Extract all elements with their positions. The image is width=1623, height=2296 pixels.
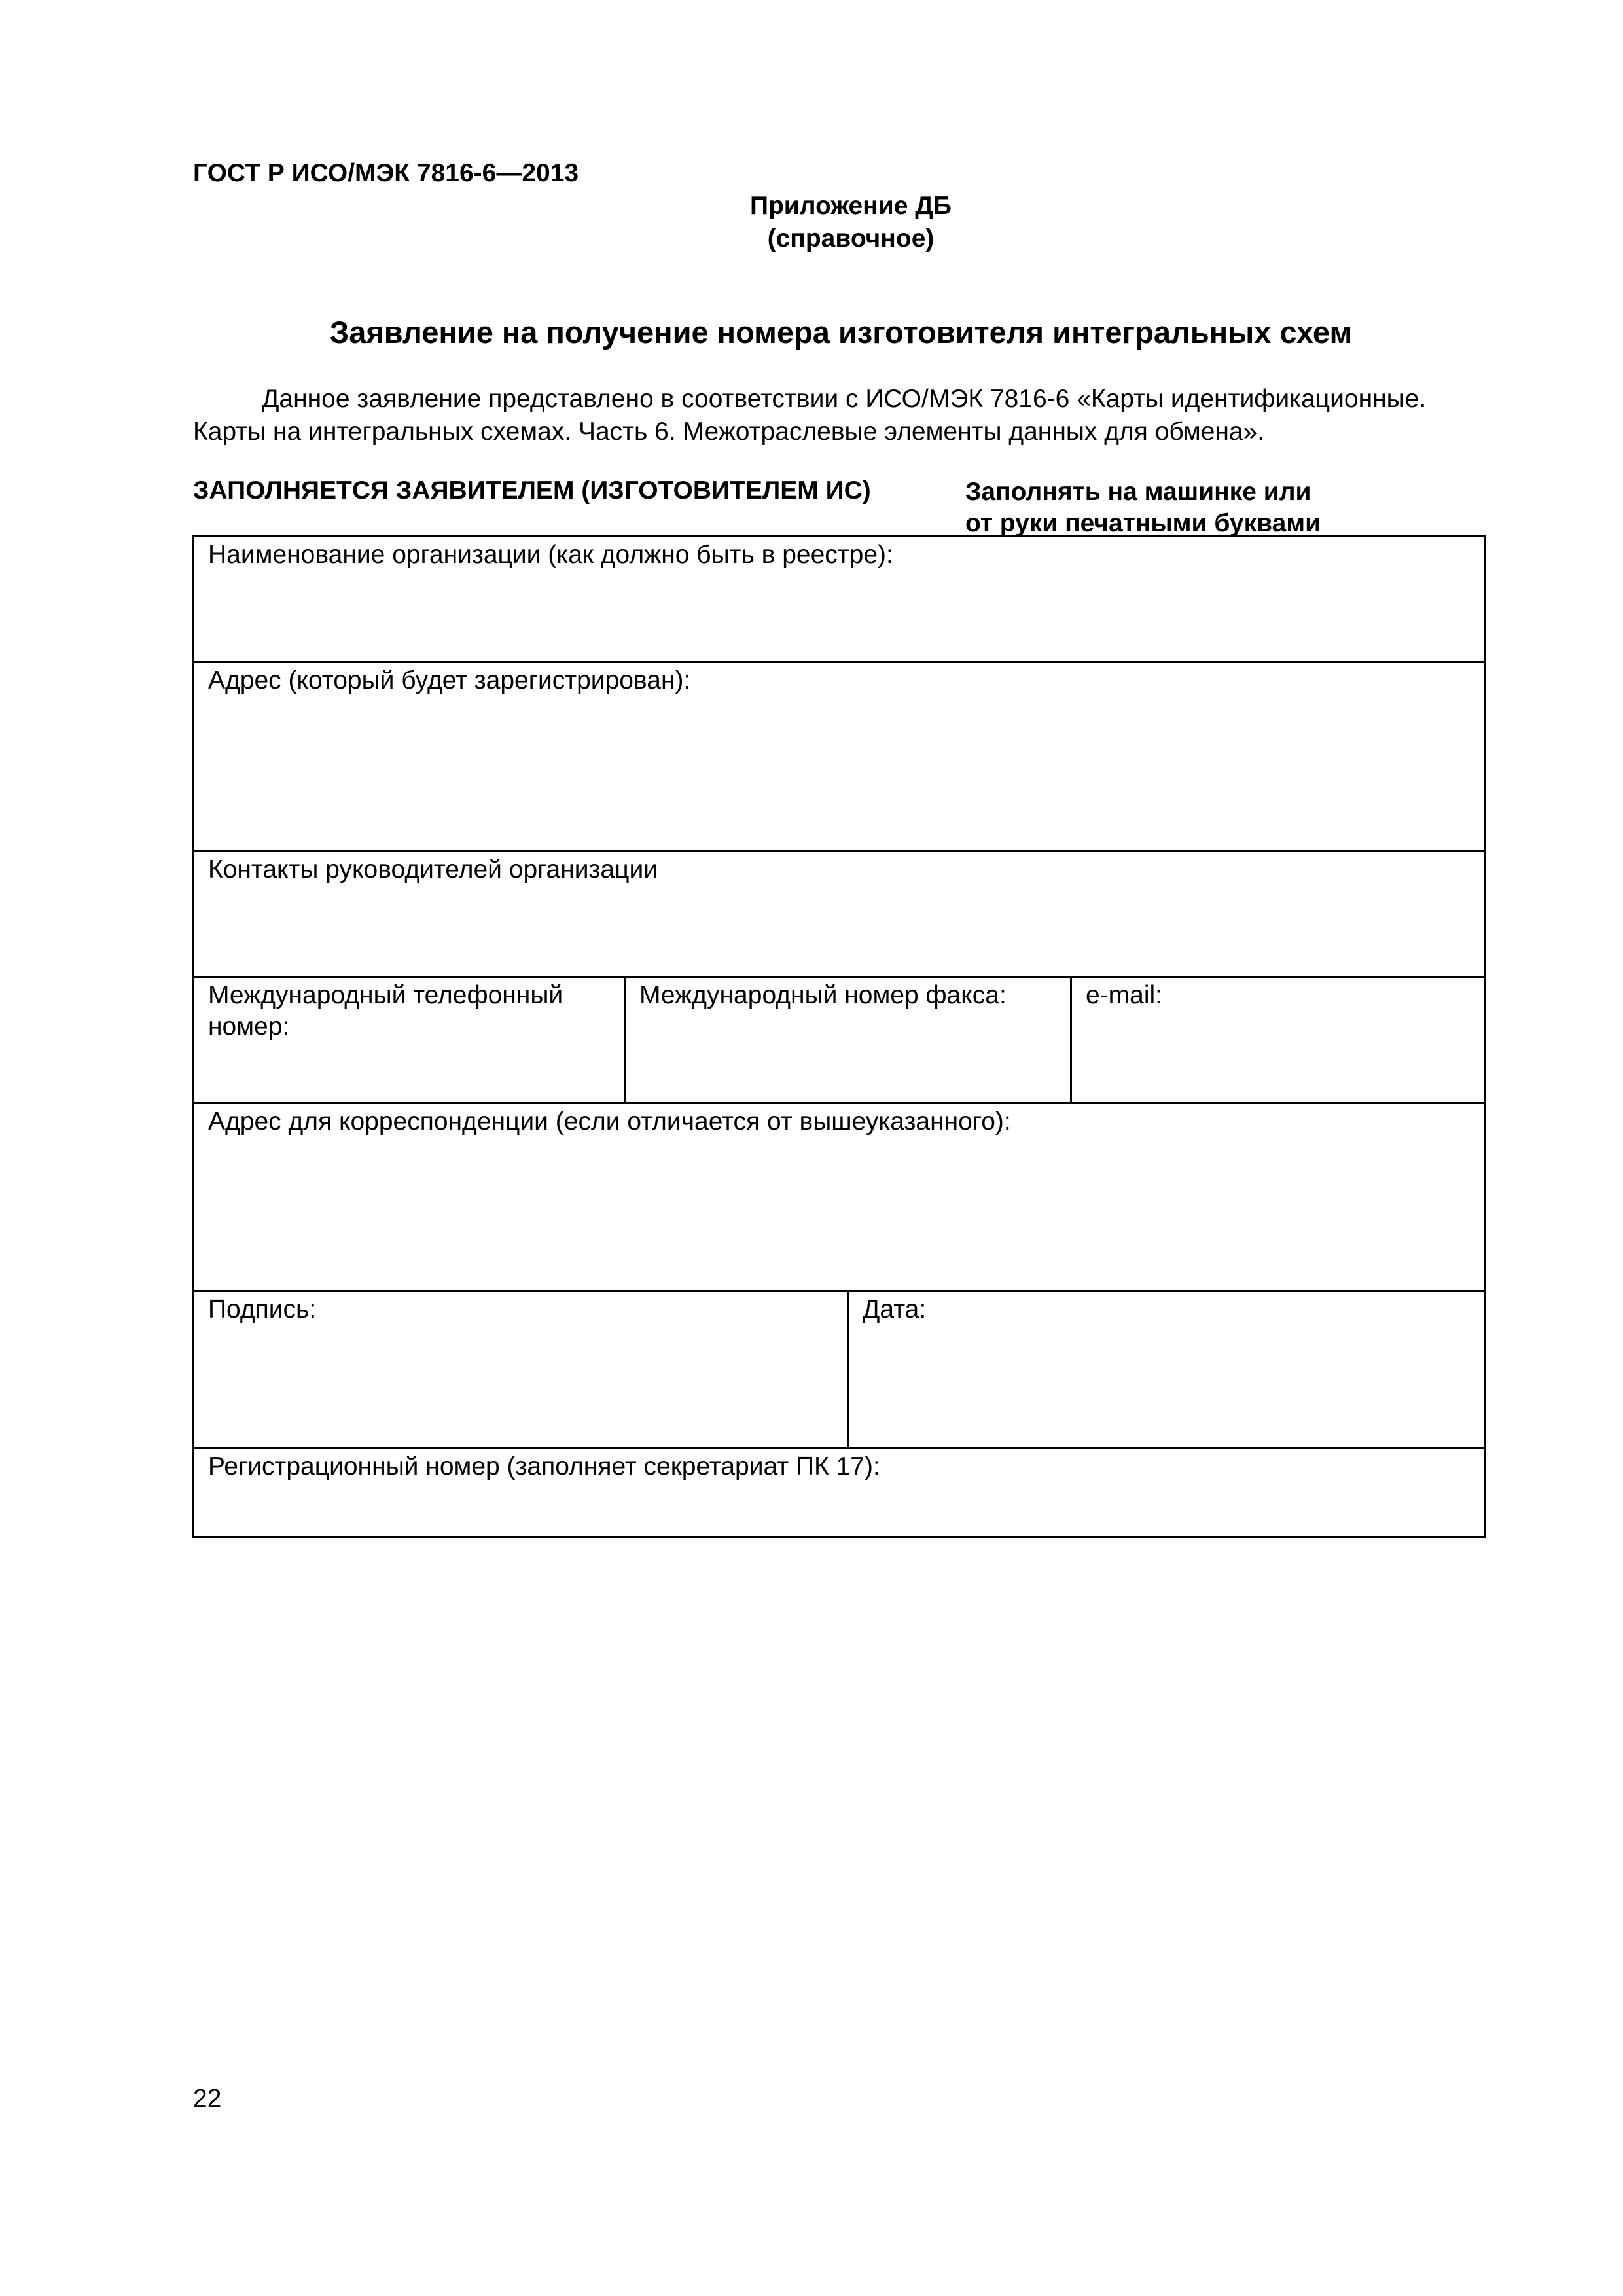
fill-instruction-line-1: Заполнять на машинке или — [965, 478, 1311, 506]
filled-by-label: ЗАПОЛНЯЕТСЯ ЗАЯВИТЕЛЕМ (ИЗГОТОВИТЕЛЕМ ИС) — [193, 476, 871, 505]
form-divider — [1070, 976, 1072, 1104]
date-label: Дата: — [863, 1295, 927, 1323]
fill-instruction-line-2: от руки печатными буквами — [965, 509, 1321, 537]
org-name-label: Наименование организации (как должно быть в реестре): — [208, 541, 893, 569]
fax-label: Международный номер факса: — [639, 981, 1007, 1009]
contacts-label: Контакты руководителей организации — [208, 855, 658, 884]
intro-line-2: Карты на интегральных схемах. Часть 6. Межотраслевые элементы данных для обмена». — [193, 418, 1265, 446]
form-divider — [194, 976, 1484, 978]
email-label: e-mail: — [1086, 981, 1163, 1009]
annex-title — [740, 190, 962, 255]
standard-id: ГОСТ Р ИСО/МЭК 7816-6—2013 — [193, 159, 579, 187]
phone-label — [208, 980, 563, 1043]
phone-label-line-1: Международный телефонный — [208, 981, 563, 1009]
annex-label: Приложение ДБ — [749, 192, 952, 220]
annex-type: (справочное) — [767, 224, 935, 253]
form-divider — [194, 1102, 1484, 1104]
fill-instruction — [965, 476, 1321, 539]
form-divider — [624, 976, 626, 1104]
address-label: Адрес (который будет зарегистрирован): — [208, 666, 691, 694]
intro-paragraph — [193, 383, 1502, 448]
form-divider — [194, 661, 1484, 663]
intro-line-1: Данное заявление представлено в соответствии с ИСО/МЭК 7816-6 «Карты идентификационные. — [262, 385, 1427, 413]
postal-address-label: Адрес для корреспонденции (если отличается от вышеуказанного): — [208, 1107, 1011, 1136]
form-divider — [194, 1290, 1484, 1292]
document-title: Заявление на получение номера изготовителя интегральных схем — [329, 315, 1353, 350]
application-form — [192, 535, 1486, 1538]
form-divider — [194, 1447, 1484, 1449]
signature-label: Подпись: — [208, 1295, 317, 1323]
page-number: 22 — [193, 2085, 222, 2113]
registration-number-label: Регистрационный номер (заполняет секретариат ПК 17): — [208, 1452, 880, 1480]
form-divider — [194, 850, 1484, 852]
phone-label-line-2: номер: — [208, 1013, 290, 1041]
form-divider — [847, 1290, 849, 1449]
